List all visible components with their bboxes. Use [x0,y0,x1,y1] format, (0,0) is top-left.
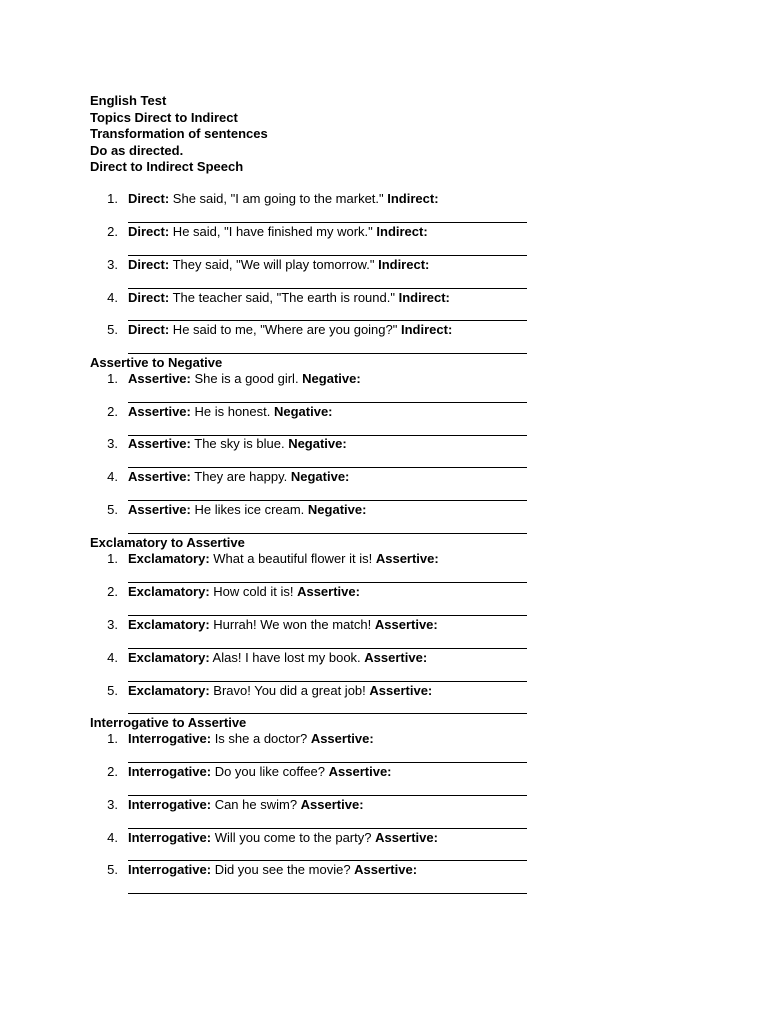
question-item [90,551,530,567]
answer-line[interactable] [128,762,527,763]
question-label: Interrogative: [128,830,212,845]
question-target: Negative: [288,436,347,451]
question-label: Assertive: [128,371,191,386]
question-item [90,502,530,518]
question-number: 1. [107,371,118,386]
answer-line[interactable] [128,860,527,861]
question-number: 5. [107,862,118,877]
question-sentence: He said to me, "Where are you going?" [169,322,401,337]
answer-line[interactable] [128,222,527,223]
question-target: Assertive: [375,830,438,845]
answer-line[interactable] [128,828,527,829]
question-label: Interrogative: [128,797,212,812]
answer-line[interactable] [128,402,527,403]
question-item [90,650,530,666]
question-item [90,617,530,633]
answer-line[interactable] [128,615,527,616]
question-label: Exclamatory: [128,617,210,632]
question-target: Negative: [273,404,333,419]
question-target: Negative: [302,371,361,386]
question-item [90,436,530,452]
question-number: 3. [107,436,118,451]
answer-line[interactable] [128,533,527,534]
question-item [90,584,530,600]
question-sentence: They said, "We will play tomorrow." [169,257,379,272]
test-title: English Test [90,93,167,108]
question-label: Interrogative: [128,731,212,746]
question-item [90,224,530,240]
question-number: 4. [107,469,118,484]
answer-line[interactable] [128,288,527,289]
answer-line[interactable] [128,648,527,649]
answer-line[interactable] [128,713,527,714]
question-sentence: How cold it is! [209,584,298,599]
question-label: Exclamatory: [128,650,210,665]
question-sentence: Do you like coffee? [211,764,329,779]
section-heading-exclamatory-assertive: Exclamatory to Assertive [90,535,245,550]
question-number: 4. [107,650,118,665]
question-label: Interrogative: [128,764,212,779]
question-target: Assertive: [328,764,392,779]
answer-line[interactable] [128,893,527,894]
question-label: Exclamatory: [128,584,210,599]
question-item [90,191,530,207]
question-label: Assertive: [128,436,191,451]
test-topics: Topics Direct to Indirect [90,110,238,125]
question-target: Negative: [307,502,367,517]
question-sentence: What a beautiful flower it is! [209,551,376,566]
question-label: Exclamatory: [128,683,210,698]
answer-line[interactable] [128,320,527,321]
answer-line[interactable] [128,681,527,682]
question-target: Indirect: [376,224,428,239]
question-label: Direct: [128,322,170,337]
question-label: Assertive: [128,502,191,517]
question-sentence: Did you see the movie? [211,862,355,877]
question-sentence: She said, "I am going to the market." [169,191,388,206]
question-label: Direct: [128,257,170,272]
question-item [90,731,530,747]
answer-line[interactable] [128,500,527,501]
question-sentence: Will you come to the party? [211,830,376,845]
test-subject: Transformation of sentences [90,126,268,141]
answer-line[interactable] [128,255,527,256]
question-target: Assertive: [300,797,364,812]
question-sentence: They are happy. [190,469,291,484]
question-sentence: She is a good girl. [190,371,303,386]
question-sentence: The sky is blue. [190,436,289,451]
question-sentence: Alas! I have lost my book. [209,650,365,665]
question-sentence: Is she a doctor? [211,731,311,746]
question-number: 1. [107,191,118,206]
test-instruction: Do as directed. [90,143,184,158]
question-number: 5. [107,502,118,517]
question-item [90,257,530,273]
question-item [90,290,530,306]
question-sentence: Hurrah! We won the match! [209,617,375,632]
question-number: 2. [107,764,118,779]
question-item [90,469,530,485]
question-number: 3. [107,797,118,812]
question-item [90,764,530,780]
question-label: Direct: [128,224,170,239]
question-label: Assertive: [128,404,191,419]
question-number: 4. [107,830,118,845]
question-number: 1. [107,731,118,746]
question-sentence: Bravo! You did a great job! [209,683,370,698]
question-target: Assertive: [310,731,374,746]
question-target: Assertive: [369,683,433,698]
question-number: 2. [107,224,118,239]
question-target: Assertive: [297,584,360,599]
question-number: 5. [107,322,118,337]
question-label: Direct: [128,290,170,305]
question-sentence: He said, "I have finished my work." [169,224,377,239]
question-target: Assertive: [354,862,418,877]
question-item [90,322,530,338]
question-sentence: The teacher said, "The earth is round." [169,290,399,305]
question-target: Assertive: [374,617,438,632]
question-label: Interrogative: [128,862,212,877]
question-sentence: He is honest. [190,404,274,419]
question-label: Direct: [128,191,170,206]
section-heading-assertive-negative: Assertive to Negative [90,355,223,370]
question-number: 2. [107,584,118,599]
question-label: Assertive: [128,469,191,484]
question-target: Negative: [290,469,350,484]
question-target: Indirect: [387,191,439,206]
question-number: 4. [107,290,118,305]
question-number: 5. [107,683,118,698]
question-item [90,371,530,387]
answer-line[interactable] [128,582,527,583]
question-sentence: He likes ice cream. [190,502,308,517]
answer-line[interactable] [128,467,527,468]
question-item [90,862,530,878]
question-item [90,797,530,813]
question-target: Indirect: [398,290,450,305]
question-item [90,683,530,699]
section-heading-interrogative-assertive: Interrogative to Assertive [90,715,247,730]
question-target: Indirect: [378,257,430,272]
answer-line[interactable] [128,795,527,796]
section-heading-direct-indirect: Direct to Indirect Speech [90,159,244,174]
question-number: 2. [107,404,118,419]
question-target: Assertive: [364,650,428,665]
question-target: Indirect: [400,322,453,337]
question-number: 1. [107,551,118,566]
question-target: Assertive: [375,551,439,566]
question-sentence: Can he swim? [211,797,301,812]
question-item [90,404,530,420]
question-item [90,830,530,846]
question-number: 3. [107,257,118,272]
answer-line[interactable] [128,353,527,354]
question-number: 3. [107,617,118,632]
question-label: Exclamatory: [128,551,210,566]
